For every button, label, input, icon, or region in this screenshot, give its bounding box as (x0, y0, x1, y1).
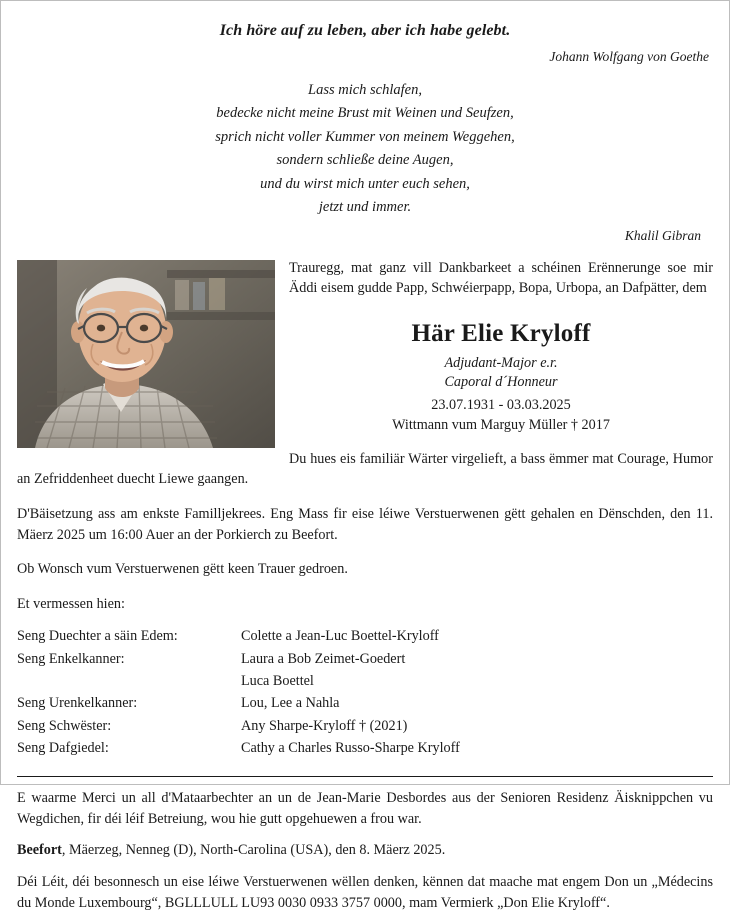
family-label: Seng Enkelkanner: (17, 650, 125, 667)
family-value: Colette a Jean-Luc Boettel-Kryloff (241, 628, 439, 645)
family-label: Seng Urenkelkanner: (17, 695, 138, 712)
family-list (17, 626, 713, 760)
family-row (17, 738, 713, 760)
poem-line: sprich nicht voller Kummer von meinem Weggehen, (215, 128, 515, 145)
family-label: Seng Dafgiedel: (17, 739, 109, 756)
family-heading: Et vermessen hien: (17, 595, 125, 612)
family-value: Laura a Bob Zeimet-Goedert (241, 650, 406, 667)
family-label: Seng Duechter a säin Edem: (17, 628, 178, 645)
deceased-name: Här Elie Kryloff (411, 320, 591, 348)
place-primary: Beefort (17, 842, 62, 859)
place-rest: , Mäerzeg, Nenneg (D), North-Carolina (USA), den 8. Mäerz 2025. (61, 842, 446, 859)
family-label: Seng Schwëster: (17, 717, 112, 734)
portrait-and-intro (17, 258, 713, 490)
deceased-dates: 23.07.1931 - 03.03.2025 (431, 396, 571, 413)
poem-line: Lass mich schlafen, (308, 82, 422, 98)
family-row (17, 693, 713, 715)
poem-line: sondern schließe deine Augen, (276, 152, 454, 169)
poem-line: bedecke nicht meine Brust mit Weinen und Seufzen, (216, 105, 514, 122)
family-row (17, 716, 713, 738)
intro-text: Trauregg, mat ganz vill Dankbarkeet a schéinen Erënnerunge soe mir Äddi eisem gudde Papp, Schwéierpapp, Bopa, Urbopa, an Dafpätter, dem (289, 259, 713, 297)
section-divider (17, 776, 713, 777)
poem-author: Khalil Gibran (624, 227, 701, 243)
thanks-text: E waarme Merci un all d'Mataarbechter an un de Jean-Marie Desbordes aus der Senioren Residenz Äisknippchen vu Wegdichen, fir déi léif Betreiung, wou hie gutt opgehuewen a frou war. (17, 790, 713, 827)
family-value: Luca Boettel (241, 673, 314, 690)
tribute-text: Du hues eis familiär Wärter virgelieft, a bass ëmmer mat Courage, Humor an Zefriddenheet duecht Liewe gaangen. (17, 450, 713, 488)
family-label (17, 671, 241, 693)
no-mourning-note: Ob Wonsch vum Verstuerwenen gëtt keen Trauer gedroen. (17, 561, 348, 578)
family-value: Lou, Lee a Nahla (241, 695, 340, 712)
portrait-photo (17, 260, 275, 448)
funeral-details: D'Bäisetzung ass am enkste Familljekrees. Eng Mass fir eise léiwe Verstuerwenen gëtt gehalen en Dënschden, den 11. Mäerz 2025 um 16:00 Auer an der Porkierch zu Beefort. (17, 506, 713, 543)
places-line (17, 840, 713, 861)
epigraph-quote: Ich höre auf zu leben, aber ich habe gelebt. (219, 22, 511, 39)
family-value: Any Sharpe-Kryloff † (2021) (241, 717, 408, 734)
donation-note: Déi Léit, déi besonnesch un eise léiwe Verstuerwenen wëllen denken, kënnen dat maache mat engem Don un „Médecins du Monde Luxembourg“, BGLLLULL LU93 0030 0933 3757 0000, mam Vermierk „Don Elie Kryloff“. (17, 874, 713, 911)
deceased-rank-line-1: Adjudant-Major e.r. (444, 355, 558, 372)
family-row (17, 649, 713, 671)
poem-line: jetzt und immer. (318, 199, 412, 216)
poem-line: und du wirst mich unter euch sehen, (260, 175, 470, 192)
family-row (17, 671, 713, 693)
family-value: Cathy a Charles Russo-Sharpe Kryloff (241, 739, 460, 756)
deceased-rank-line-2: Caporal d´Honneur (444, 374, 558, 391)
epigraph-author: Johann Wolfgang von Goethe (549, 49, 709, 64)
poem-block (17, 79, 713, 220)
family-row (17, 626, 713, 648)
deceased-spouse: Wittmann vum Marguy Müller † 2017 (392, 416, 610, 433)
obituary-content (1, 1, 729, 911)
